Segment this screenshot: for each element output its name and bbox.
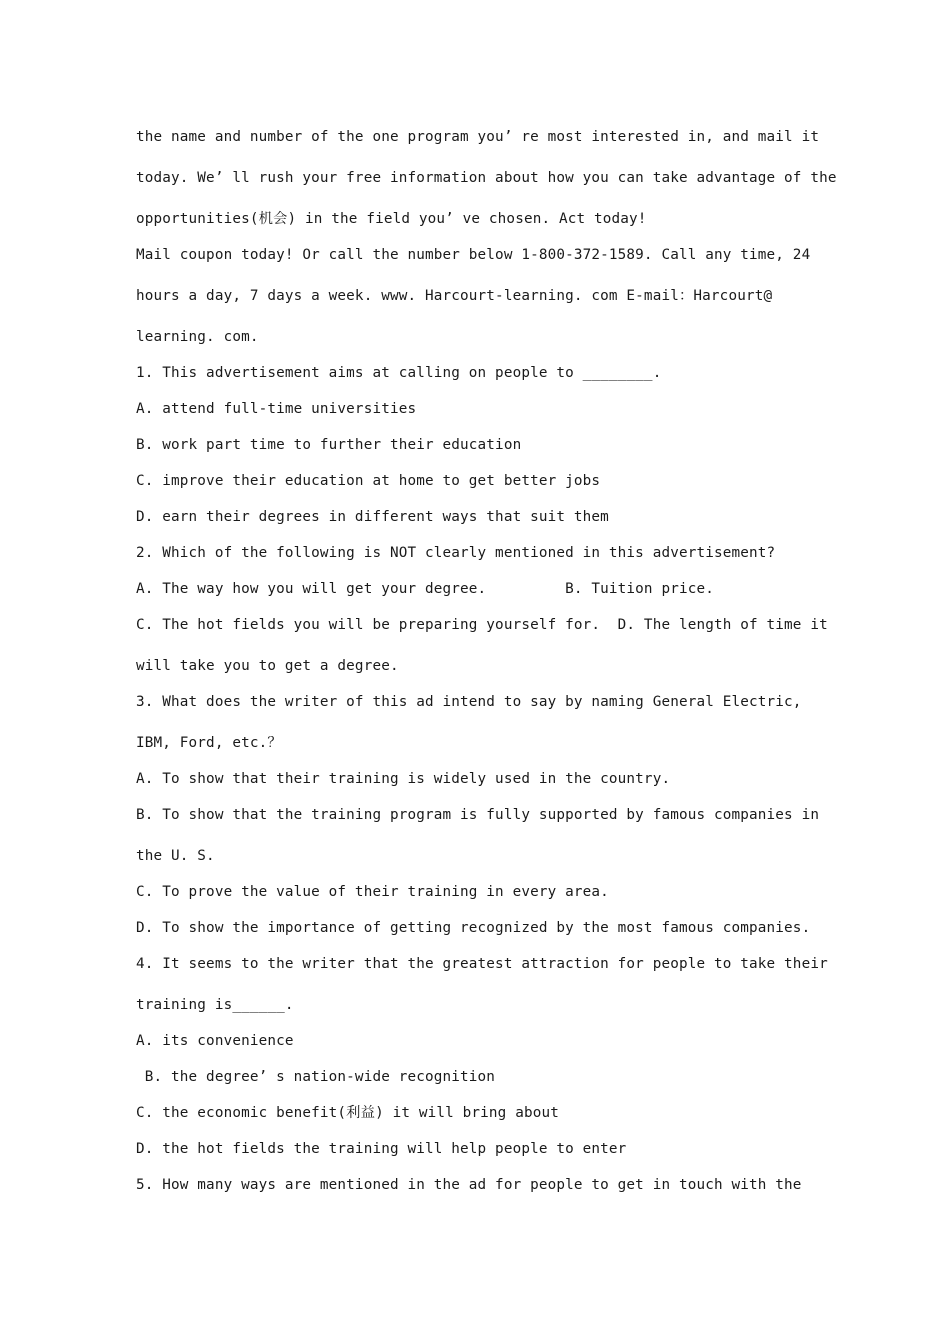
- passage-line: learning. com.: [136, 329, 259, 345]
- question-1-option-c: C. improve their education at home to get better jobs: [136, 473, 601, 489]
- question-5-stem: 5. How many ways are mentioned in the ad for people to get in touch with the: [136, 1177, 802, 1193]
- question-2-stem: 2. Which of the following is NOT clearly mentioned in this advertisement?: [136, 545, 776, 561]
- question-4-option-a: A. its convenience: [136, 1033, 294, 1049]
- question-3-stem: 3. What does the writer of this ad intend to say by naming General Electric,: [136, 694, 802, 710]
- question-4-option-b: B. the degree’ s nation-wide recognition: [136, 1069, 496, 1085]
- question-4-stem-cont: training is______.: [136, 997, 294, 1013]
- question-2-options-ab: A. The way how you will get your degree. B. Tuition price.: [136, 581, 714, 597]
- question-1-option-a: A. attend full-time universities: [136, 401, 417, 417]
- question-3-option-d: D. To show the importance of getting recognized by the most famous companies.: [136, 920, 811, 936]
- passage-line: the name and number of the one program you’ re most interested in, and mail it: [136, 129, 820, 145]
- question-1-stem: 1. This advertisement aims at calling on people to ________.: [136, 365, 662, 381]
- passage-line: hours a day, 7 days a week. www. Harcourt-learning. com E-mail：Harcourt@: [136, 288, 773, 304]
- question-3-stem-cont: IBM, Ford, etc.？: [136, 735, 282, 751]
- question-4-option-c: C. the economic benefit(利益) it will bring about: [136, 1105, 559, 1121]
- passage-line: today. We’ ll rush your free information about how you can take advantage of the: [136, 170, 837, 186]
- question-4-option-d: D. the hot fields the training will help people to enter: [136, 1141, 627, 1157]
- passage-line: opportunities(机会) in the field you’ ve chosen. Act today!: [136, 211, 647, 227]
- question-3-option-b-cont: the U. S.: [136, 848, 215, 864]
- question-2-options-cd: C. The hot fields you will be preparing yourself for. D. The length of time it: [136, 617, 828, 633]
- question-3-option-c: C. To prove the value of their training in every area.: [136, 884, 609, 900]
- question-1-option-d: D. earn their degrees in different ways that suit them: [136, 509, 609, 525]
- question-2-option-d-cont: will take you to get a degree.: [136, 658, 399, 674]
- question-1-option-b: B. work part time to further their education: [136, 437, 522, 453]
- question-4-stem: 4. It seems to the writer that the greatest attraction for people to take their: [136, 956, 828, 972]
- question-3-option-a: A. To show that their training is widely used in the country.: [136, 771, 671, 787]
- question-3-option-b: B. To show that the training program is fully supported by famous companies in: [136, 807, 820, 823]
- passage-line: Mail coupon today! Or call the number below 1-800-372-1589. Call any time, 24: [136, 247, 811, 263]
